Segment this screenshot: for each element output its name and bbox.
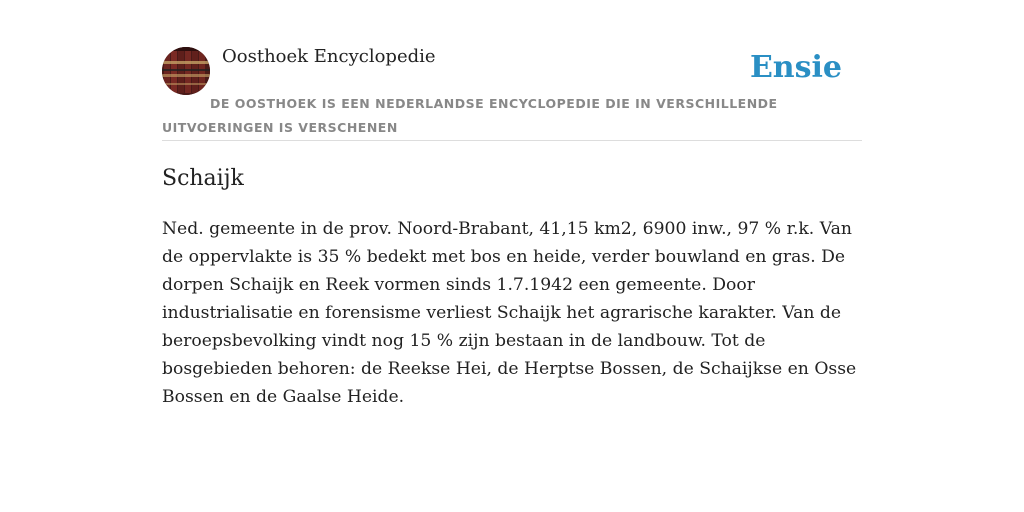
- article-title: Schaijk: [162, 166, 244, 191]
- site-tagline: DE OOSTHOEK IS EEN NEDERLANDSE ENCYCLOPEDIE DIE IN VERSCHILLENDE UITVOERINGEN IS VERSCHENEN: [162, 96, 778, 135]
- site-header: [162, 44, 862, 141]
- site-name[interactable]: Oosthoek Encyclopedie: [222, 46, 436, 67]
- encyclopedia-books-icon[interactable]: [162, 47, 210, 95]
- article-body: Ned. gemeente in de prov. Noord-Brabant, 41,15 km2, 6900 inw., 97 % r.k. Van de oppervlakte is 35 % bedekt met bos en heide, verder bouwland en gras. De dorpen Schaijk en Reek vormen sinds 1.7.1942 een gemeente. Door industrialisatie en forensisme verliest Schaijk het agrarische karakter. Van de beroepsbevolking vindt nog 15 % zijn bestaan in de landbouw. Tot de bosgebieden behoren: de Reekse Hei, de Herptse Bossen, de Schaijkse en Osse Bossen en de Gaalse Heide.: [162, 219, 857, 407]
- brand-logo-link[interactable]: Ensie: [749, 50, 842, 85]
- page-container: [162, 44, 862, 411]
